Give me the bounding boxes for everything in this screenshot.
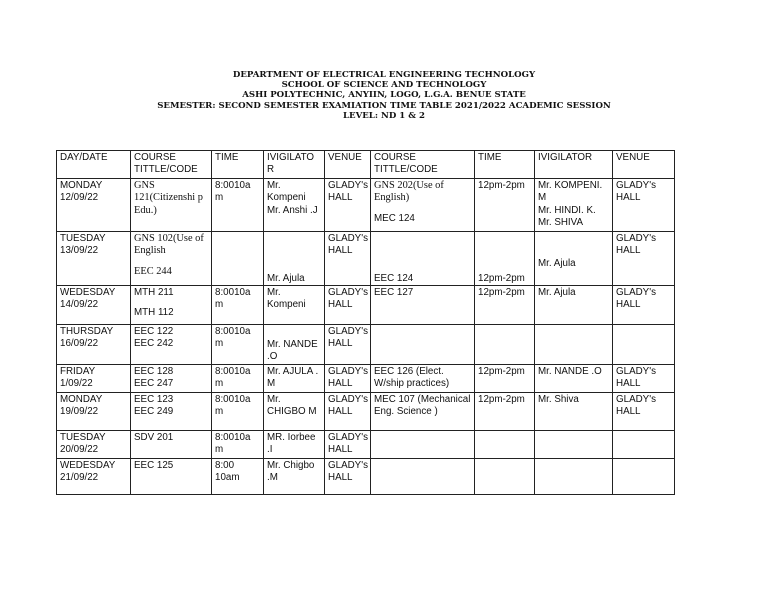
course-cell [131,458,212,494]
time-cell-2 [475,232,535,286]
time-cell [212,286,264,325]
header-semester: SEMESTER: SECOND SEMESTER EXAMIATION TIME TABLE 2021/2022 ACADEMIC SESSION [157,100,611,111]
invigilator-name: Mr. Ajula [267,272,305,284]
table-row [57,392,675,430]
invigilator-name: Mr. Kompeni [267,180,306,204]
time-value: 8:0010a m [215,180,254,204]
invigilator-name: Mr. Kompeni [267,287,306,311]
table-row [57,458,675,494]
invigilator-name: Mr. CHIGBO M [267,393,317,418]
invigilator-name: Mr. AJULA . M [267,365,321,390]
venue-cell-2 [613,458,675,494]
timetable [56,150,675,495]
invigilator-cell-2 [535,179,613,232]
invigilator-name: Mr. HINDI. K. [538,204,596,216]
time-cell [212,364,264,392]
course-code: EEC 249 [134,406,174,418]
invigilator-name: MR. Iorbee .I [267,431,319,456]
course-cell-2 [371,458,475,494]
day-name: TUESDAY [60,233,106,244]
header-institution: ASHI POLYTECHNIC, ANYIIN, LOGO, L.G.A. BENUE STATE [242,90,526,101]
time-cell-2 [475,458,535,494]
venue-name: GLADY's HALL [616,393,659,418]
course-code: EEC 125 [134,459,174,471]
table-row [57,179,675,232]
day-date: 20/09/22 [60,444,99,456]
course-code: EEC 127 [374,287,414,298]
course-cell-2 [371,430,475,458]
invigilator-name: Mr. Ajula [538,258,576,269]
course-code: EEC 128 [134,365,174,377]
course-code: GNS 121(Citizenshi p Edu.) [134,180,206,216]
day-cell [57,232,131,286]
day-date: 19/09/22 [60,406,99,418]
time-value: 8:0010a m [215,393,254,418]
venue-cell-2 [613,325,675,365]
invigilator-name: Mr. SHIVA [538,217,583,229]
course-code: EEC 247 [134,378,174,390]
day-cell [57,179,131,232]
time-cell-2 [475,286,535,325]
venue-cell [325,325,371,365]
table-header-row [57,151,675,179]
course-cell [131,430,212,458]
day-cell [57,286,131,325]
time-value: 8:0010a m [215,431,254,456]
venue-cell [325,392,371,430]
day-cell [57,325,131,365]
header-department: DEPARTMENT OF ELECTRICAL ENGINEERING TECHNOLOGY [232,70,536,80]
course-code: MTH 211 [134,287,174,298]
table-row [57,232,675,286]
course-cell [131,364,212,392]
day-date: 21/09/22 [60,472,99,484]
venue-name: GLADY's HALL [328,233,371,257]
time-value: 8:0010a m [215,365,254,390]
venue-cell [325,286,371,325]
day-cell [57,392,131,430]
course-code: EEC 244 [134,265,172,277]
course-code: EEC 126 (Elect. W/ship practices) [374,365,450,390]
header-cell-time: TIME [212,151,264,179]
table-row [57,364,675,392]
day-cell [57,364,131,392]
course-cell-2 [371,392,475,430]
time-cell [212,232,264,286]
course-cell [131,392,212,430]
invigilator-cell-2 [535,286,613,325]
day-date: 1/09/22 [60,378,93,390]
header-cell-day-date: DAY/DATE [57,151,131,179]
invigilator-cell [264,458,325,494]
venue-cell [325,179,371,232]
venue-name: GLADY's HALL [328,431,371,456]
course-code: SDV 201 [134,431,174,443]
header-cell-invigilator-2: IVIGILATOR [535,151,613,179]
venue-cell-2 [613,179,675,232]
venue-name: GLADY's HALL [328,180,371,204]
course-code: EEC 242 [134,338,174,350]
venue-cell-2 [613,286,675,325]
venue-cell-2 [613,392,675,430]
venue-name: GLADY's HALL [328,393,371,418]
time-value: 12pm-2pm [478,180,525,191]
time-cell-2 [475,325,535,365]
day-name: WEDESDAY [60,459,116,471]
invigilator-cell [264,286,325,325]
venue-name: GLADY's HALL [328,365,371,390]
course-code: MTH 112 [134,307,174,319]
table-row [57,430,675,458]
time-value: 12pm-2pm [478,272,525,284]
header-cell-invigilator: IVIGILATO R [264,151,325,179]
venue-cell-2 [613,364,675,392]
time-value: 8:0010a m [215,287,254,311]
course-code: GNS 202(Use of English) [374,180,447,204]
invigilator-cell [264,430,325,458]
day-name: THURSDAY [60,326,114,337]
venue-cell [325,458,371,494]
day-name: WEDESDAY [60,287,116,298]
course-code: EEC 124 [374,272,414,284]
time-value: 12pm-2pm [478,393,525,405]
time-cell-2 [475,179,535,232]
table-row [57,325,675,365]
day-cell [57,458,131,494]
venue-name: GLADY's HALL [616,365,659,390]
invigilator-cell-2 [535,458,613,494]
invigilator-cell [264,232,325,286]
course-cell-2 [371,179,475,232]
venue-cell [325,430,371,458]
course-code: MEC 124 [374,212,415,224]
course-cell-2 [371,286,475,325]
course-code: EEC 122 [134,326,174,337]
time-value: 12pm-2pm [478,365,525,377]
time-cell [212,392,264,430]
course-cell [131,232,212,286]
course-cell-2 [371,232,475,286]
time-cell [212,325,264,365]
day-date: 16/09/22 [60,338,99,350]
venue-cell [325,232,371,286]
time-cell-2 [475,364,535,392]
invigilator-name: Mr. NANDE .O [267,339,321,363]
day-name: FRIDAY [60,365,96,377]
invigilator-cell-2 [535,325,613,365]
invigilator-cell-2 [535,232,613,286]
header-cell-time-2: TIME [475,151,535,179]
invigilator-name: Mr. KOMPENI. M [538,180,605,204]
venue-name: GLADY's HALL [616,287,659,311]
day-date: 14/09/22 [60,299,99,311]
course-cell-2 [371,364,475,392]
course-code: EEC 123 [134,393,174,405]
venue-cell [325,364,371,392]
time-cell [212,458,264,494]
venue-name: GLADY's HALL [328,459,371,484]
course-code: GNS 102(Use of English [134,233,207,257]
time-cell-2 [475,392,535,430]
header-school: SCHOOL OF SCIENCE AND TECHNOLOGY [281,80,487,91]
day-name: MONDAY [60,180,103,191]
day-name: MONDAY [60,393,103,405]
invigilator-name: Mr. Ajula [538,287,576,298]
invigilator-name: Mr. Chigbo .M [267,459,318,484]
day-date: 13/09/22 [60,245,99,257]
time-value: 12pm-2pm [478,287,525,298]
invigilator-cell-2 [535,392,613,430]
document-header [0,70,768,121]
venue-cell-2 [613,232,675,286]
venue-name: GLADY's HALL [328,287,371,311]
invigilator-cell-2 [535,430,613,458]
venue-name: GLADY's HALL [328,326,371,350]
table-row [57,286,675,325]
time-cell [212,179,264,232]
course-code: MEC 107 (Mechanical Eng. Science ) [374,393,474,418]
time-value: 8:00 10am [215,459,240,484]
header-cell-course-2: COURSE TITTLE/CODE [371,151,475,179]
invigilator-name: Mr. Anshi .J [267,204,318,216]
time-cell-2 [475,430,535,458]
time-cell [212,430,264,458]
invigilator-cell-2 [535,364,613,392]
course-cell [131,286,212,325]
day-date: 12/09/22 [60,192,99,204]
invigilator-cell [264,325,325,365]
header-level: LEVEL: ND 1 & 2 [342,110,426,121]
invigilator-cell [264,364,325,392]
venue-name: GLADY's HALL [616,233,659,257]
course-cell-2 [371,325,475,365]
venue-name: GLADY's HALL [616,180,659,204]
course-cell [131,179,212,232]
venue-cell-2 [613,430,675,458]
time-value: 8:0010a m [215,326,254,350]
header-cell-venue-2: VENUE [613,151,675,179]
header-cell-course: COURSE TITTLE/CODE [131,151,212,179]
invigilator-cell [264,179,325,232]
invigilator-cell [264,392,325,430]
day-cell [57,430,131,458]
header-cell-venue: VENUE [325,151,371,179]
invigilator-name: Mr. NANDE .O [538,365,602,377]
invigilator-name: Mr. Shiva [538,393,579,405]
day-name: TUESDAY [60,431,106,443]
course-cell [131,325,212,365]
